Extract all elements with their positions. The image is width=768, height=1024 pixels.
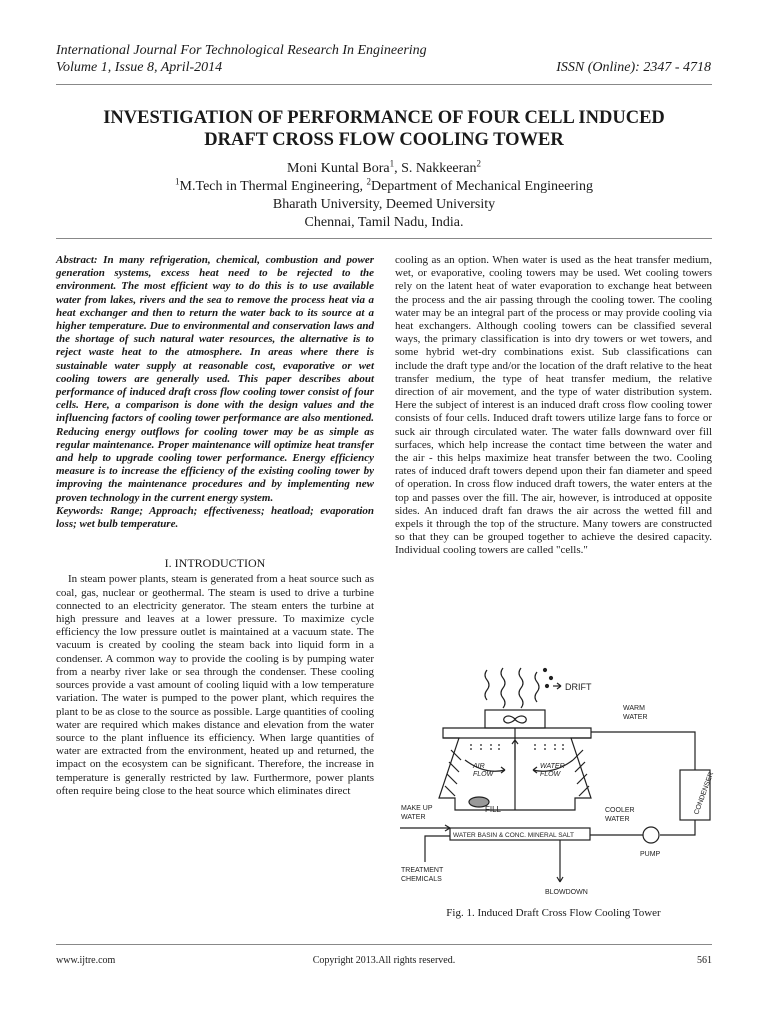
cooler-water-label: COOLER WATER <box>605 807 635 823</box>
author-1: Moni Kuntal Bora <box>286 161 390 176</box>
treatment-label: TREATMENT CHEMICALS <box>401 867 444 883</box>
blowdown-pipe <box>557 840 563 882</box>
left-column <box>56 254 374 798</box>
make-up-label: MAKE UP WATER <box>401 805 433 821</box>
warm-water-label: WARM WATER <box>623 705 648 721</box>
affil-sup-1: 1 <box>175 176 180 187</box>
affil-sup-2: 2 <box>366 176 371 187</box>
journal-volume: Volume 1, Issue 8, April-2014 <box>56 60 223 75</box>
author-1-sup: 1 <box>389 158 395 169</box>
vapor-line <box>485 670 489 700</box>
affil-2: Department of Mechanical Engineering <box>370 179 593 194</box>
university: Bharath University, Deemed University <box>272 197 496 212</box>
up-arrow <box>512 740 518 760</box>
footer-rule <box>56 944 712 945</box>
louver <box>445 786 455 796</box>
vapor-line <box>535 672 539 702</box>
pump <box>643 827 659 843</box>
location: Chennai, Tamil Nadu, India. <box>304 215 464 230</box>
louver <box>449 762 459 772</box>
footer-url[interactable]: www.ijtre.com <box>56 955 116 966</box>
paper-title <box>40 107 728 151</box>
drift-label: DRIFT <box>565 682 592 692</box>
water-drops <box>471 744 563 752</box>
louver <box>579 786 589 796</box>
affiliation <box>40 178 728 196</box>
make-up-pipe <box>400 825 450 831</box>
title-line-2: DRAFT CROSS FLOW COOLING TOWER <box>204 130 564 150</box>
figure-caption: Fig. 1. Induced Draft Cross Flow Cooling Tower <box>446 907 661 919</box>
body-paragraph: cooling as an option. When water is used as the heat transfer medium, wet, or evaporative, cooling towers may be used. Wet cooling towers rely on the latent heat of water evaporation to exchange heat between the process and the air passing through the cooling tower. The cooling water may be an integral part of the process or may provide cooling via heat exchangers. Although cooling towers can be classified several ways, the primary classification is into dry towers or wet towers, and some hybrid wet-dry combinations exist. Sub classifications can include the draft type and/or the location of the draft relative to the heat transfer medium, the type of heat transfer medium, the relative direction of air movement, and the type of water distribution system. Here the subject of interest is an induced draft cross flow cooling tower consists of four cells. Induced draft towers utilize large fans to force or suck air through circulated water. The water falls downward over fill surfaces, which help increase the contact time between the water and the air - this helps maximize heat transfer between the two. Cooling rates of induced draft towers depend upon their fan diameter and speed of operation. In cross flow induced draft towers, the water enters at the top and passes over the fill. The air, however, is introduced at opposite sides. An induced draft fan draws the air across the wetted fill and expels it through the top of the structure. Many towers are constructed so that they can be grouped together to achieve the desired capacity. Individual cooling towers are called "cells." <box>395 254 712 557</box>
vapor-line <box>519 668 523 708</box>
title-line-1: INVESTIGATION OF PERFORMANCE OF FOUR CELL INDUCED <box>103 108 665 128</box>
issn: ISSN (Online): 2347 - 4718 <box>556 60 711 75</box>
intro-paragraph: In steam power plants, steam is generated from a heat source such as coal, gas, nuclear or geothermal. The steam is used to drive a turbine connected to an electricity generator. The steam enters the turbine at high pressure and leaves at a lower pressure. To maximize cycle efficiency the low pressure outlet is maintained at a vacuum state. The vacuum is created by cooling the steam back into liquid form in a condenser. A common way to provide the cooling is by pumping water from a nearby river lake or sea through the condenser. These cooling sources provide a vast amount of cooling liquid with a low temperature variation. The water is pumped to the power plant, which requires the plant to be as close to the source as possible. Large quantities of cooling water are required which makes distance and elevation from the water source to the plant influence its efficiency. When large quantities of water are extracted from the environment, heated up and returned, the impact on the ecosystem can be significant. Therefore, the increase in temperature is generally restricted by law. Furthermore, power plants often require being close to the heat source which eliminates direct <box>56 573 374 797</box>
keywords: Keywords: Range; Approach; effectiveness; heatload; evaporation loss; wet bulb temperature. <box>56 504 374 531</box>
louver <box>447 774 457 784</box>
pump-label: PUMP <box>640 851 661 858</box>
cooling-tower-figure <box>395 660 725 900</box>
drift-droplet <box>550 677 553 680</box>
drift-droplet <box>546 685 549 688</box>
abstract: Abstract: In many refrigeration, chemical, combustion and power generation systems, excess heat need to be rejected to the environment. The most efficient way to do this is to use available water from lakes, rivers and the sea to remove the process heat via a heat exchanger and then to return the water back to its source at a higher temperature. Due to environmental and conservation laws and the shortage of such natural water resources, the alternative is to reject waste heat to the atmosphere. In areas where there is sustainable water supply at reasonable cost, evaporative or wet cooling towers are generally used. This paper describes about performance of induced draft cross flow cooling tower consist of four cells. Here, a comparison is done with the design values and the influencing factors of cooling tower performance are also mentioned. Reducing energy outflows for cooling tower may be as simple as regular maintenance. Proper maintenance will optimize heat transfer and help to upgrade cooling tower performance. Energy efficiency measure is to increase the efficiency of the existing cooling tower by improving the maintenance procedures and by implementing new proven technology in the current energy system. <box>56 254 374 504</box>
fill-label: FILL <box>485 805 502 814</box>
title-rule <box>56 238 712 239</box>
air-flow-label: AIR FLOW <box>473 763 494 778</box>
section-heading-introduction: I. INTRODUCTION <box>164 556 266 571</box>
author-2-sup: 2 <box>476 158 482 169</box>
author-2: , S. Nakkeeran <box>394 161 477 176</box>
fan-icon <box>504 716 527 723</box>
blowdown-label: BLOWDOWN <box>545 889 588 896</box>
basin-label: WATER BASIN & CONC. MINERAL SALT <box>453 832 574 839</box>
author-block <box>40 160 728 232</box>
journal-name: International Journal For Technological Research In Engineering <box>56 43 427 58</box>
warm-water-pipe <box>591 732 695 770</box>
affil-1: M.Tech in Thermal Engineering, <box>179 179 367 194</box>
treatment-pipe <box>425 836 450 862</box>
condenser-label: CONDENSER <box>693 771 716 816</box>
right-column <box>395 254 712 558</box>
water-flow-label: WATER FLOW <box>540 763 565 778</box>
header-rule <box>56 84 712 85</box>
journal-header <box>56 42 427 76</box>
page-number: 561 <box>697 955 712 966</box>
vapor-line <box>501 668 505 708</box>
drift-droplet <box>544 669 547 672</box>
author-names <box>40 160 728 178</box>
footer-copyright: Copyright 2013.All rights reserved. <box>312 955 456 966</box>
cooler-water-pipe <box>660 820 695 835</box>
